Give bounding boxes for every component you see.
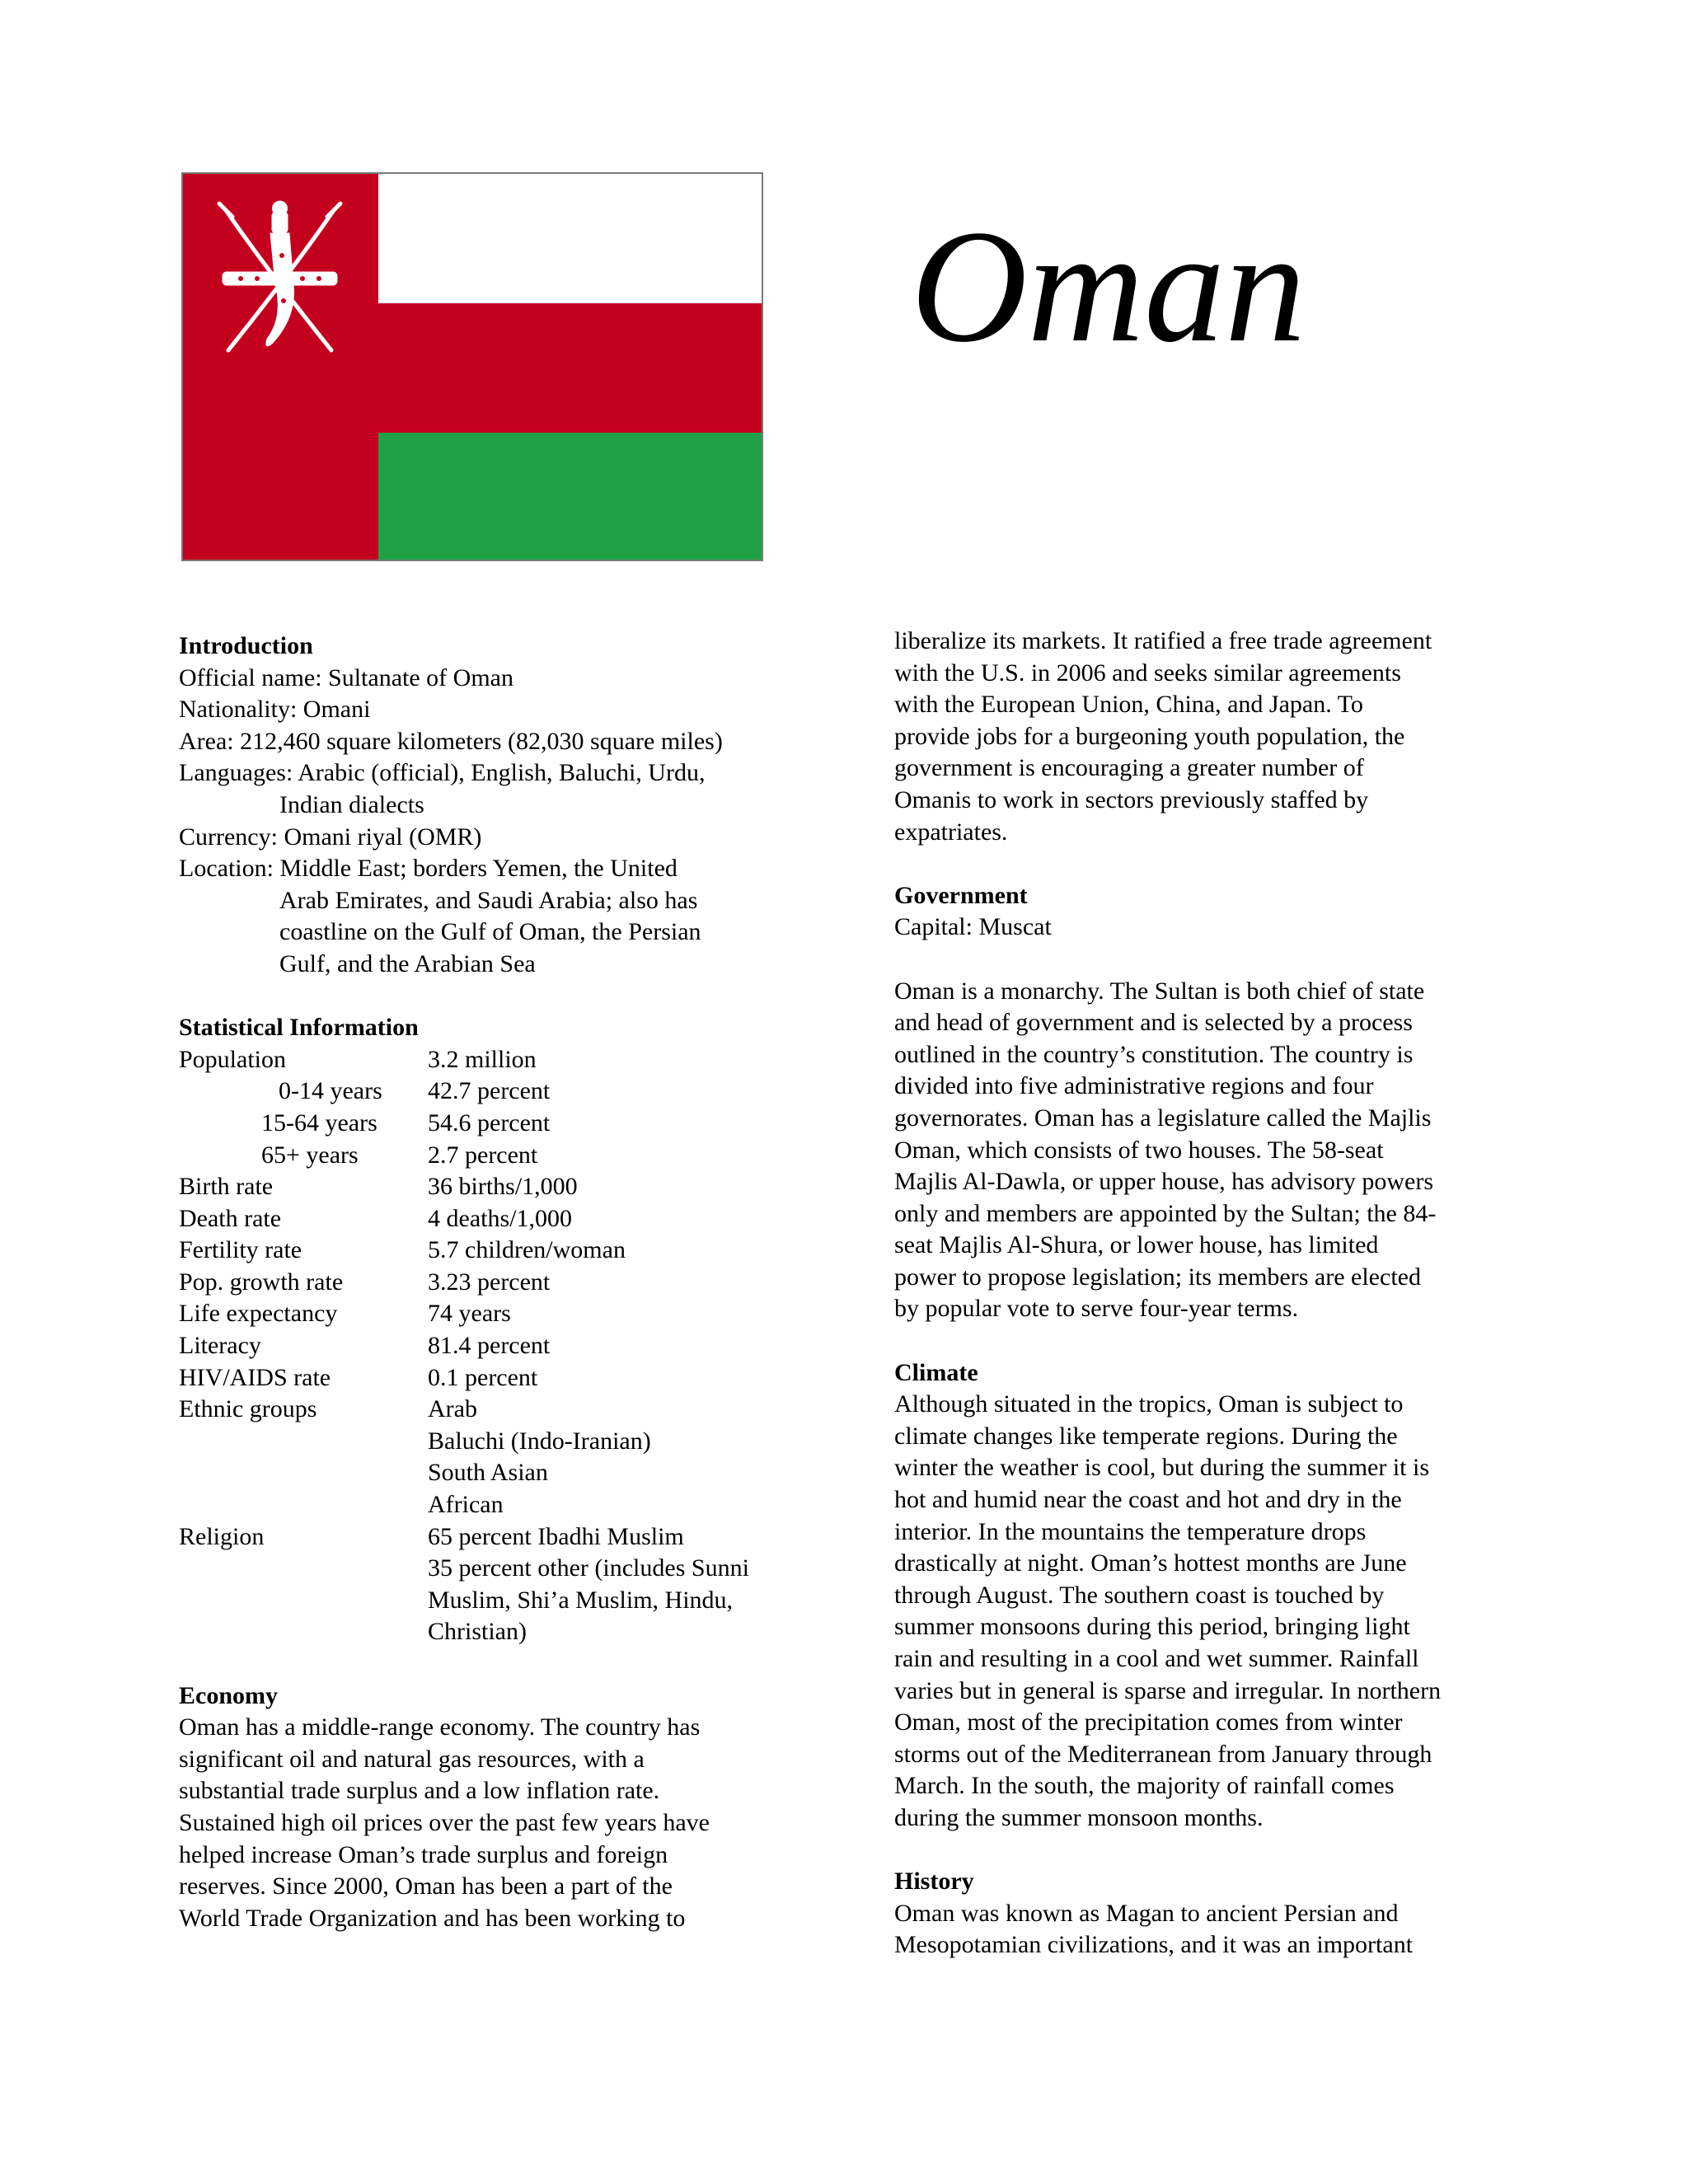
left-column [179,630,805,1934]
climate-line: during the summer monsoon months. [894,1803,1264,1831]
stat-label: Fertility rate [179,1236,302,1264]
stat-label: 15-64 years [261,1108,377,1137]
stat-label: HIV/AIDS rate [179,1363,331,1391]
climate-line: drastically at night. Oman’s hottest months are June [894,1549,1407,1577]
climate-line: Although situated in the tropics, Oman is subject to [894,1390,1404,1418]
stat-row [179,1394,805,1426]
intro-line: Nationality: Omani [179,696,371,724]
introduction-heading: Introduction [179,632,313,659]
economy-line: government is encouraging a greater number of [894,754,1364,782]
statistics-heading: Statistical Information [179,1014,419,1042]
economy-paragraph [179,1712,805,1934]
economy-line: Oman has a middle-range economy. The country has [179,1713,701,1741]
stat-label: Pop. growth rate [179,1268,344,1296]
history-paragraph [894,1898,1521,1961]
intro-line: Indian dialects [279,790,424,818]
stat-value: 54.6 percent [428,1108,551,1137]
history-line: Mesopotamian civilizations, and it was an important [894,1931,1414,1959]
government-line: by popular vote to serve four-year terms. [894,1295,1299,1323]
stat-row [179,1203,805,1235]
economy-heading: Economy [179,1681,278,1709]
intro-line: Gulf, and the Arabian Sea [279,949,536,977]
stat-value: 42.7 percent [428,1077,551,1105]
government-line: only and members are appointed by the Sultan; the 84- [894,1199,1437,1227]
stat-row [179,1298,805,1330]
stat-value: Muslim, Shi’a Muslim, Hindu, [428,1586,734,1614]
flag-green-stripe [378,433,763,561]
stat-label: 65+ years [261,1141,359,1169]
climate-line: storms out of the Mediterranean from January through [894,1740,1432,1768]
flag-white-stripe [378,174,763,303]
economy-line: liberalize its markets. It ratified a free trade agreement [894,627,1432,654]
government-line: outlined in the country’s constitution. The country is [894,1040,1414,1068]
intro-line: Location: Middle East; borders Yemen, the United [179,855,678,883]
stat-row [179,1140,805,1172]
government-paragraph [894,976,1521,1326]
khanjar-emblem-icon [208,194,352,367]
climate-line: varies but in general is sparse and irregular. In northern [894,1676,1442,1704]
economy-line: expatriates. [894,818,1008,846]
intro-line: Area: 212,460 square kilometers (82,030 square miles) [179,727,723,755]
climate-line: climate changes like temperate regions. During the [894,1422,1398,1450]
climate-line: winter the weather is cool, but during the summer it is [894,1454,1430,1482]
stat-row [179,1235,805,1267]
economy-line: World Trade Organization and has been working to [179,1904,686,1932]
stat-row [179,1267,805,1299]
flag-of-oman [181,172,763,561]
stat-value: 3.23 percent [428,1268,551,1296]
stat-value: African [428,1491,504,1519]
climate-line: Oman, most of the precipitation comes from winter [894,1708,1403,1736]
stat-value: 5.7 children/woman [428,1236,626,1264]
stat-row [179,1108,805,1140]
stat-label: Religion [179,1522,265,1550]
economy-line: with the European Union, China, and Japan. To [894,691,1363,719]
climate-line: summer monsoons during this period, bringing light [894,1613,1410,1641]
stat-label [179,1489,428,1521]
intro-line: Languages: Arabic (official), English, Baluchi, Urdu, [179,759,706,787]
economy-line: substantial trade surplus and a low inflation rate. [179,1777,660,1805]
intro-line: coastline on the Gulf of Oman, the Persian [279,918,701,946]
stat-row [179,1362,805,1394]
climate-heading: Climate [894,1358,978,1386]
stat-value: 3.2 million [428,1045,537,1073]
government-line: Oman is a monarchy. The Sultan is both chief of state [894,977,1425,1005]
government-line: and head of government and is selected by a process [894,1009,1413,1037]
stat-value: Arab [428,1395,477,1423]
stat-row [179,1553,805,1585]
stat-label: Life expectancy [179,1300,338,1328]
stat-row [179,1076,805,1108]
climate-line: March. In the south, the majority of rainfall comes [894,1772,1395,1800]
economy-line: Sustained high oil prices over the past few years have [179,1808,710,1836]
history-heading: History [894,1868,974,1896]
climate-line: through August. The southern coast is touched by [894,1581,1385,1609]
intro-line: Currency: Omani riyal (OMR) [179,823,482,851]
economy-line: Omanis to work in sectors previously staffed by [894,785,1369,813]
intro-line: Official name: Sultanate of Oman [179,663,513,691]
capital-line: Capital: Muscat [894,913,1052,941]
stat-value: 2.7 percent [428,1141,538,1169]
stat-label [179,1426,428,1458]
government-line: power to propose legislation; its members are elected [894,1263,1421,1291]
stat-value: 65 percent Ibadhi Muslim [428,1522,684,1550]
stat-value: 74 years [428,1300,511,1328]
stat-row [179,1171,805,1203]
stat-label: Ethnic groups [179,1395,317,1423]
stat-label [179,1585,428,1617]
stat-label: 0-14 years [279,1077,382,1105]
government-line: Oman, which consists of two houses. The 58-seat [894,1136,1384,1164]
stat-value: Baluchi (Indo-Iranian) [428,1427,651,1455]
stat-value: 81.4 percent [428,1332,551,1360]
page-title: Oman [911,197,1306,376]
stat-label [179,1553,428,1585]
stat-label: Death rate [179,1204,282,1232]
stat-label: Literacy [179,1332,261,1360]
intro-line: Arab Emirates, and Saudi Arabia; also has [279,886,698,914]
stat-value: South Asian [428,1459,548,1487]
stat-row [179,1457,805,1489]
economy-line: significant oil and natural gas resources, with a [179,1745,645,1773]
government-line: seat Majlis Al-Shura, or lower house, has limited [894,1231,1379,1259]
government-line: Majlis Al-Dawla, or upper house, has advisory powers [894,1168,1434,1196]
government-line: governorates. Oman has a legislature called the Majlis [894,1104,1432,1132]
stat-label [179,1616,428,1648]
stat-row [179,1426,805,1458]
stat-label [179,1457,428,1489]
climate-line: interior. In the mountains the temperature drops [894,1517,1367,1545]
stat-row [179,1044,805,1076]
climate-line: hot and humid near the coast and hot and dry in the [894,1486,1402,1514]
economy-continued-paragraph [894,626,1521,848]
stat-row [179,1585,805,1617]
stat-row [179,1616,805,1648]
stat-row [179,1521,805,1554]
stat-value: Christian) [428,1618,527,1646]
stat-row [179,1489,805,1521]
economy-line: helped increase Oman’s trade surplus and foreign [179,1840,668,1868]
stat-label: Birth rate [179,1173,274,1201]
government-line: divided into five administrative regions and four [894,1072,1374,1100]
climate-paragraph [894,1389,1521,1834]
stat-row [179,1330,805,1362]
stat-value: 4 deaths/1,000 [428,1204,572,1232]
economy-line: with the U.S. in 2006 and seeks similar agreements [894,658,1401,687]
history-line: Oman was known as Magan to ancient Persian and [894,1899,1399,1927]
government-heading: Government [894,881,1028,909]
right-column [894,626,1521,1961]
stat-value: 36 births/1,000 [428,1173,578,1201]
stat-value: 0.1 percent [428,1363,538,1391]
economy-line: provide jobs for a burgeoning youth population, the [894,722,1405,750]
stat-value: 35 percent other (includes Sunni [428,1554,749,1582]
economy-line: reserves. Since 2000, Oman has been a part of the [179,1872,673,1900]
climate-line: rain and resulting in a cool and wet summer. Rainfall [894,1645,1419,1672]
stat-label: Population [179,1045,287,1073]
